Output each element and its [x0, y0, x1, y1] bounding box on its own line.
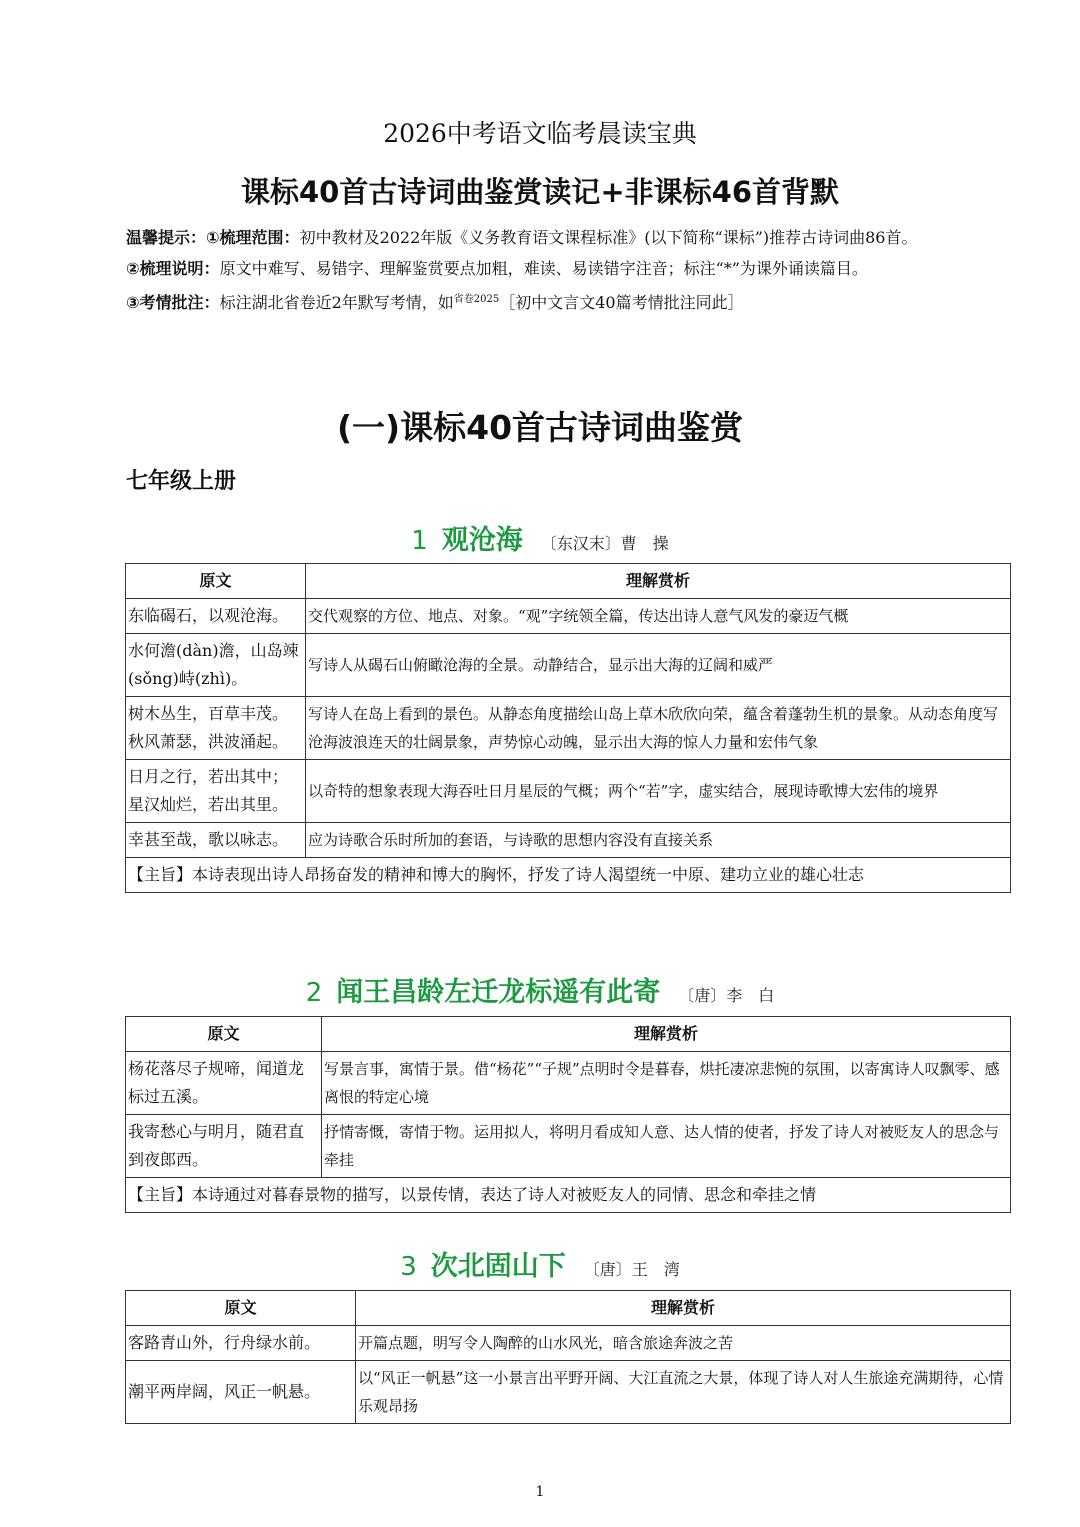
poem-title-2: 2 闻王昌龄左迁龙标遥有此寄 〔唐〕李 白 [305, 977, 775, 1008]
table-row: 东临碣石，以观沧海。 交代观察的方位、地点、对象。“观”字统领全篇，传达出诗人意气风发的豪迈气概 [126, 599, 1011, 634]
table-row: 潮平两岸阔，风正一帆悬。 以“风正一帆悬”这一小景言出平野开阔、大江直流之大景，体现了诗人对人生旅途充满期待，心情乐观昂扬 [126, 1361, 1011, 1424]
table-header: 原文 理解赏析 [126, 1017, 1011, 1052]
table-row: 水何澹(dàn)澹，山岛竦(sǒng)峙(zhì)。 写诗人从碣石山俯瞰沧海的全景。动静结合，显示出大海的辽阔和威严 [126, 634, 1011, 697]
table-header: 原文 理解赏析 [126, 564, 1011, 599]
poem-table-2 [125, 1016, 1011, 1213]
tip-1: 温馨提示：①梳理范围：初中教材及2022年版《义务教育语文课程标准》(以下简称“课标”)推荐古诗词曲86首。 [126, 228, 918, 247]
table-row: 客路青山外，行舟绿水前。 开篇点题，明写令人陶醉的山水风光，暗含旅途奔波之苦 [126, 1326, 1011, 1361]
section-title: (一)课标40首古诗词曲鉴赏 [336, 408, 744, 447]
exam-superscript: 省卷2025 [453, 294, 500, 305]
tip-3: ③考情批注：标注湖北省卷近2年默写考情，如$^{省卷2025}$［初中文言文40篇考情批注同此］ [126, 293, 744, 312]
tip-2: ②梳理说明：原文中难写、易错字、理解鉴赏要点加粗，难读、易读错字注音；标注“*”为课外诵读篇目。 [126, 259, 868, 278]
main-title: 课标40首古诗词曲鉴赏读记+非课标46首背默 [240, 175, 839, 209]
poem-title-3: 3 次北固山下 〔唐〕王 湾 [400, 1251, 680, 1282]
poem-table-3 [125, 1290, 1011, 1424]
table-row: 日月之行，若出其中；星汉灿烂，若出其里。 以奇特的想象表现大海吞吐日月星辰的气概；两个“若”字，虚实结合，展现诗歌博大宏伟的境界 [126, 760, 1011, 823]
poem-title-1: 1 观沧海 〔东汉末〕曹 操 [411, 525, 669, 556]
book-title: 2026中考语文临考晨读宝典 [383, 119, 697, 148]
tips-block [126, 222, 966, 318]
table-row: 树木丛生，百草丰茂。秋风萧瑟，洪波涌起。 写诗人在岛上看到的景色。从静态角度描绘山岛上草木欣欣向荣，蕴含着蓬勃生机的景象。从动态角度写沧海波浪连天的壮阔景象，声势惊心动魄，显示出大海的惊人力量和宏伟气象 [126, 697, 1011, 760]
poem-table-1 [125, 563, 1011, 893]
table-row: 我寄愁心与明月，随君直到夜郎西。 抒情寄慨，寄情于物。运用拟人，将明月看成知人意、达人情的使者，抒发了诗人对被贬友人的思念与牵挂 [126, 1115, 1011, 1178]
table-row: 杨花落尽子规啼，闻道龙标过五溪。 写景言事，寓情于景。借“杨花”“子规”点明时令是暮春，烘托凄凉悲惋的氛围，以寄寓诗人叹飘零、感离恨的特定心境 [126, 1052, 1011, 1115]
grade-heading: 七年级上册 [126, 469, 237, 494]
table-row: 幸甚至哉，歌以咏志。 应为诗歌合乐时所加的套语，与诗歌的思想内容没有直接关系 [126, 823, 1011, 858]
theme-row: 【主旨】本诗通过对暮春景物的描写，以景传情，表达了诗人对被贬友人的同情、思念和牵挂之情 [126, 1178, 1011, 1213]
theme-row: 【主旨】本诗表现出诗人昂扬奋发的精神和博大的胸怀，抒发了诗人渴望统一中原、建功立业的雄心壮志 [126, 858, 1011, 893]
table-header: 原文 理解赏析 [126, 1291, 1011, 1326]
page-number: 1 [535, 1484, 545, 1500]
